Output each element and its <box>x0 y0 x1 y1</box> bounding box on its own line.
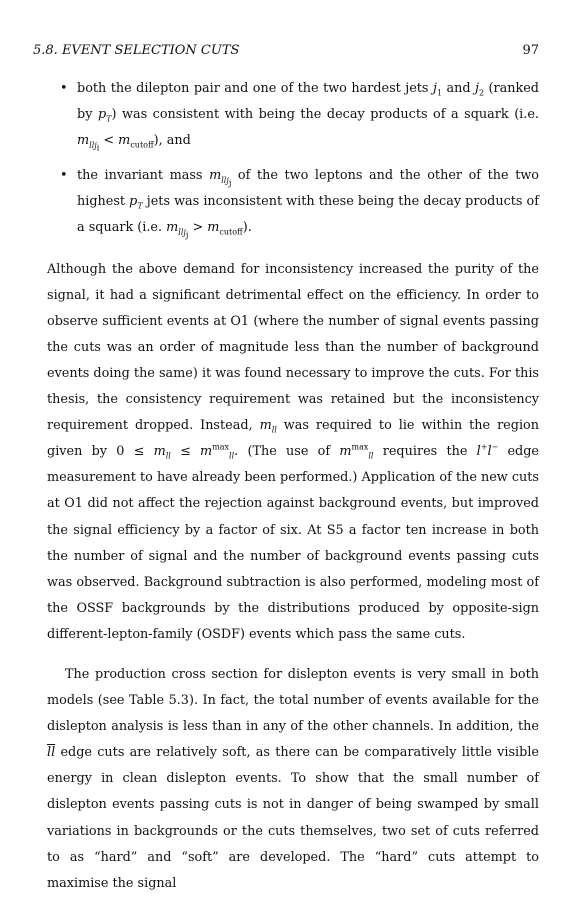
bullet-icon: • <box>60 81 68 96</box>
running-header <box>33 41 539 59</box>
bullet-list <box>47 76 539 242</box>
paragraph: Although the above demand for inconsistency increased the purity of the signal, it had a significant detrimental effect on the efficiency. In order to observe sufficient events at O1 (where the number of signal events passing the cuts was an order of magnitude less than the number of background events doing the same) it was found necessary to improve the cuts. For this thesis, the consistency requirement was retained but the inconsistency requirement dropped. Instead, $m_{ll}$ was required to lie within the region given by $0 \le m_{ll} \le m^{max}_{ll}$. (The use of $m^{max}_{ll}$ requires the l+l− edge measurement to have already been performed.) Application of the new cuts at O1 did not affect the rejection against background events, but improved the signal efficiency by a factor of six. At S5 a factor ten increase in both the number of signal and the number of background events passing cuts was observed. Background subtraction is also performed, modeling most of the OSSF backgrounds by the distributions produced by opposite-sign different-lepton-family (OSDF) events which pass the same cuts. <box>47 261 539 642</box>
list-item: • the invariant mass $m_{llj_j}$ of the two leptons and the other of the two highest $p_T$ jets was inconsistent with these being the decay products of a squark (i.e. $m_{llj_j} > m_{cutoff}$). <box>47 163 539 241</box>
page-number: 97 <box>522 42 539 58</box>
list-item: • both the dilepton pair and one of the two hardest jets $j_1$ and $j_2$ (ranked by $p_T$) was consistent with being the decay products of a squark (i.e. $m_{llj_i} < m_{cutoff}$), and <box>47 76 539 154</box>
bullet-icon: • <box>60 168 68 184</box>
section-heading: 5.8. EVENT SELECTION CUTS <box>33 42 240 58</box>
paragraph: The production cross section for dislepton events is very small in both models (see Table 5.3). In fact, the total number of events available for the dislepton analysis is less than in any of the other channels. In addition, the $\overline{ll}$ edge cuts are relatively soft, as there can be comparatively little visible energy in clean dislepton events. To show that the small number of dislepton events passing cuts is not in danger of being swamped by small variations in backgrounds or the cuts themselves, two set of cuts referred to as “hard” and “soft” are developed. The “hard” cuts attempt to maximise the signal <box>47 666 539 891</box>
body-text <box>47 76 539 897</box>
